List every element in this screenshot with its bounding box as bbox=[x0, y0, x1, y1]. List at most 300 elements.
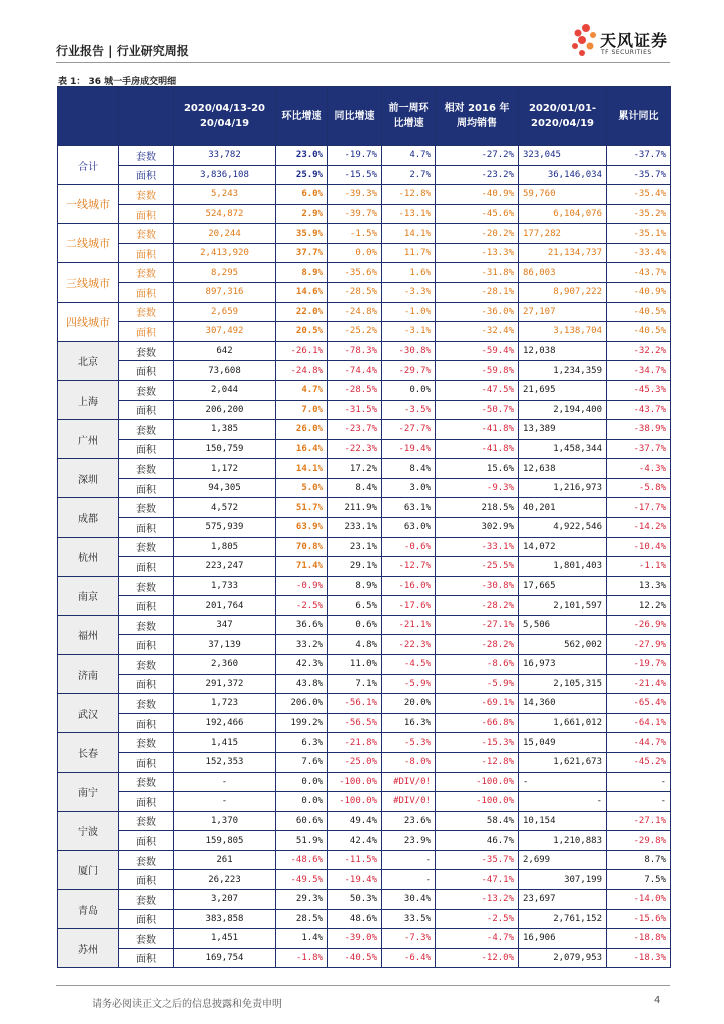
prev-wow-cell: -8.0% bbox=[382, 752, 436, 772]
ytd-value-cell: 12,038 bbox=[519, 341, 607, 361]
wow-cell: 25.9% bbox=[276, 165, 328, 185]
prev-wow-cell: -6.4% bbox=[382, 948, 436, 968]
ytd-yoy-cell: -40.9% bbox=[607, 283, 671, 303]
table-row bbox=[58, 850, 671, 870]
city-name-cell: 济南 bbox=[58, 655, 119, 694]
metric-cell: 面积 bbox=[119, 361, 174, 381]
footer-disclaimer: 请务必阅读正文之后的信息披露和免责申明 bbox=[92, 999, 282, 1010]
table-row bbox=[58, 146, 671, 166]
weekly-value-cell: 159,805 bbox=[174, 831, 276, 851]
vs-2016-cell: -50.7% bbox=[436, 400, 519, 420]
weekly-value-cell: 307,492 bbox=[174, 322, 276, 342]
table-row bbox=[58, 243, 671, 263]
table-row bbox=[58, 909, 671, 929]
ytd-value-cell: 14,072 bbox=[519, 537, 607, 557]
vs-2016-cell: 46.7% bbox=[436, 831, 519, 851]
weekly-value-cell: 206,200 bbox=[174, 400, 276, 420]
wow-cell: 22.0% bbox=[276, 302, 328, 322]
table-row bbox=[58, 576, 671, 596]
metric-cell: 面积 bbox=[119, 517, 174, 537]
ytd-value-cell: 1,234,359 bbox=[519, 361, 607, 381]
prev-wow-cell: -19.4% bbox=[382, 439, 436, 459]
table-row bbox=[58, 948, 671, 968]
wow-cell: 8.9% bbox=[276, 263, 328, 283]
yoy-cell: -15.5% bbox=[328, 165, 382, 185]
ytd-yoy-cell: -4.3% bbox=[607, 459, 671, 479]
table-row bbox=[58, 811, 671, 831]
table-row bbox=[58, 615, 671, 635]
vs-2016-cell: -9.3% bbox=[436, 478, 519, 498]
prev-wow-cell: -29.7% bbox=[382, 361, 436, 381]
vs-2016-cell: -5.9% bbox=[436, 674, 519, 694]
weekly-value-cell: 642 bbox=[174, 341, 276, 361]
vs-2016-cell: -20.2% bbox=[436, 224, 519, 244]
yoy-cell: 17.2% bbox=[328, 459, 382, 479]
weekly-value-cell: 8,295 bbox=[174, 263, 276, 283]
prev-wow-cell: -16.0% bbox=[382, 576, 436, 596]
city-name-cell: 杭州 bbox=[58, 537, 119, 576]
metric-cell: 套数 bbox=[119, 615, 174, 635]
vs-2016-cell: -25.5% bbox=[436, 557, 519, 577]
table-row bbox=[58, 694, 671, 714]
ytd-value-cell: 1,621,673 bbox=[519, 752, 607, 772]
prev-wow-cell: -3.1% bbox=[382, 322, 436, 342]
table-row bbox=[58, 674, 671, 694]
city-name-cell: 四线城市 bbox=[58, 302, 119, 341]
wow-cell: 35.9% bbox=[276, 224, 328, 244]
vs-2016-cell: -28.2% bbox=[436, 635, 519, 655]
ytd-value-cell: 13,389 bbox=[519, 420, 607, 440]
ytd-value-cell: 86,003 bbox=[519, 263, 607, 283]
yoy-cell: -11.5% bbox=[328, 850, 382, 870]
ytd-value-cell: 2,101,597 bbox=[519, 596, 607, 616]
metric-cell: 面积 bbox=[119, 948, 174, 968]
wow-cell: 51.7% bbox=[276, 498, 328, 518]
wow-cell: 43.8% bbox=[276, 674, 328, 694]
table-row bbox=[58, 929, 671, 949]
table-row bbox=[58, 537, 671, 557]
wow-cell: 0.0% bbox=[276, 792, 328, 812]
metric-cell: 面积 bbox=[119, 831, 174, 851]
prev-wow-cell: 4.7% bbox=[382, 146, 436, 166]
weekly-value-cell: 1,415 bbox=[174, 733, 276, 753]
yoy-cell: -19.4% bbox=[328, 870, 382, 890]
header-ytd: 2020/01/01- 2020/04/19 bbox=[519, 87, 607, 146]
yoy-cell: -1.5% bbox=[328, 224, 382, 244]
ytd-value-cell: - bbox=[519, 792, 607, 812]
wow-cell: 42.3% bbox=[276, 655, 328, 675]
table-row bbox=[58, 792, 671, 812]
yoy-cell: -24.8% bbox=[328, 302, 382, 322]
wow-cell: 63.9% bbox=[276, 517, 328, 537]
ytd-yoy-cell: 7.5% bbox=[607, 870, 671, 890]
ytd-yoy-cell: -18.8% bbox=[607, 929, 671, 949]
wow-cell: 14.6% bbox=[276, 283, 328, 303]
wow-cell: 6.0% bbox=[276, 185, 328, 205]
metric-cell: 面积 bbox=[119, 439, 174, 459]
weekly-value-cell: 383,858 bbox=[174, 909, 276, 929]
metric-cell: 套数 bbox=[119, 850, 174, 870]
ytd-value-cell: - bbox=[519, 772, 607, 792]
wow-cell: -48.6% bbox=[276, 850, 328, 870]
table-row bbox=[58, 870, 671, 890]
prev-wow-cell: 1.6% bbox=[382, 263, 436, 283]
prev-wow-cell: -30.8% bbox=[382, 341, 436, 361]
prev-wow-cell: 14.1% bbox=[382, 224, 436, 244]
vs-2016-cell: 218.5% bbox=[436, 498, 519, 518]
ytd-value-cell: 10,154 bbox=[519, 811, 607, 831]
weekly-value-cell: 2,360 bbox=[174, 655, 276, 675]
ytd-value-cell: 6,104,076 bbox=[519, 204, 607, 224]
metric-cell: 套数 bbox=[119, 694, 174, 714]
metric-cell: 套数 bbox=[119, 185, 174, 205]
yoy-cell: 50.3% bbox=[328, 889, 382, 909]
city-name-cell: 南宁 bbox=[58, 772, 119, 811]
yoy-cell: 8.4% bbox=[328, 478, 382, 498]
vs-2016-cell: -69.1% bbox=[436, 694, 519, 714]
table-row bbox=[58, 713, 671, 733]
wow-cell: 16.4% bbox=[276, 439, 328, 459]
weekly-value-cell: 73,608 bbox=[174, 361, 276, 381]
header-yoy: 同比增速 bbox=[328, 87, 382, 146]
yoy-cell: -56.1% bbox=[328, 694, 382, 714]
table-row bbox=[58, 400, 671, 420]
yoy-cell: 4.8% bbox=[328, 635, 382, 655]
weekly-value-cell: 261 bbox=[174, 850, 276, 870]
yoy-cell: -28.5% bbox=[328, 380, 382, 400]
table-row bbox=[58, 635, 671, 655]
city-name-cell: 武汉 bbox=[58, 694, 119, 733]
metric-cell: 套数 bbox=[119, 420, 174, 440]
ytd-yoy-cell: -45.3% bbox=[607, 380, 671, 400]
weekly-value-cell: 150,759 bbox=[174, 439, 276, 459]
ytd-yoy-cell: -40.5% bbox=[607, 322, 671, 342]
yoy-cell: -39.0% bbox=[328, 929, 382, 949]
table-row bbox=[58, 380, 671, 400]
yoy-cell: 48.6% bbox=[328, 909, 382, 929]
vs-2016-cell: -59.8% bbox=[436, 361, 519, 381]
footer-rule bbox=[56, 985, 670, 986]
metric-cell: 面积 bbox=[119, 870, 174, 890]
table-row bbox=[58, 361, 671, 381]
ytd-value-cell: 1,801,403 bbox=[519, 557, 607, 577]
weekly-value-cell: 20,244 bbox=[174, 224, 276, 244]
ytd-yoy-cell: -43.7% bbox=[607, 400, 671, 420]
vs-2016-cell: -2.5% bbox=[436, 909, 519, 929]
wow-cell: 29.3% bbox=[276, 889, 328, 909]
metric-cell: 套数 bbox=[119, 459, 174, 479]
wow-cell: 71.4% bbox=[276, 557, 328, 577]
header-week: 2020/04/13-20 20/04/19 bbox=[174, 87, 276, 146]
table-row bbox=[58, 498, 671, 518]
prev-wow-cell: 30.4% bbox=[382, 889, 436, 909]
ytd-yoy-cell: -26.9% bbox=[607, 615, 671, 635]
vs-2016-cell: -31.8% bbox=[436, 263, 519, 283]
yoy-cell: 6.5% bbox=[328, 596, 382, 616]
metric-cell: 套数 bbox=[119, 811, 174, 831]
ytd-value-cell: 23,697 bbox=[519, 889, 607, 909]
prev-wow-cell: 16.3% bbox=[382, 713, 436, 733]
vs-2016-cell: -13.3% bbox=[436, 243, 519, 263]
wow-cell: -24.8% bbox=[276, 361, 328, 381]
city-name-cell: 成都 bbox=[58, 498, 119, 537]
logo-chinese-name: 天风证券 bbox=[600, 31, 669, 50]
weekly-value-cell: 33,782 bbox=[174, 146, 276, 166]
weekly-value-cell: 3,836,108 bbox=[174, 165, 276, 185]
prev-wow-cell: - bbox=[382, 870, 436, 890]
prev-wow-cell: -1.0% bbox=[382, 302, 436, 322]
table-row bbox=[58, 752, 671, 772]
prev-wow-cell: -5.9% bbox=[382, 674, 436, 694]
metric-cell: 套数 bbox=[119, 263, 174, 283]
metric-cell: 面积 bbox=[119, 165, 174, 185]
ytd-yoy-cell: -19.7% bbox=[607, 655, 671, 675]
weekly-value-cell: 169,754 bbox=[174, 948, 276, 968]
city-name-cell: 三线城市 bbox=[58, 263, 119, 302]
metric-cell: 套数 bbox=[119, 576, 174, 596]
metric-cell: 套数 bbox=[119, 772, 174, 792]
city-name-cell: 厦门 bbox=[58, 850, 119, 889]
yoy-cell: 233.1% bbox=[328, 517, 382, 537]
table-header-row bbox=[58, 87, 671, 146]
header-section-title: 行业报告 | 行业研究周报 bbox=[56, 44, 189, 58]
table-row bbox=[58, 283, 671, 303]
ytd-value-cell: 307,199 bbox=[519, 870, 607, 890]
city-name-cell: 长春 bbox=[58, 733, 119, 772]
weekly-value-cell: 94,305 bbox=[174, 478, 276, 498]
vs-2016-cell: -15.3% bbox=[436, 733, 519, 753]
metric-cell: 套数 bbox=[119, 498, 174, 518]
wow-cell: 206.0% bbox=[276, 694, 328, 714]
metric-cell: 面积 bbox=[119, 792, 174, 812]
city-name-cell: 广州 bbox=[58, 420, 119, 459]
ytd-yoy-cell: -17.7% bbox=[607, 498, 671, 518]
wow-cell: 7.6% bbox=[276, 752, 328, 772]
metric-cell: 面积 bbox=[119, 674, 174, 694]
ytd-value-cell: 1,458,344 bbox=[519, 439, 607, 459]
weekly-value-cell: 1,172 bbox=[174, 459, 276, 479]
ytd-value-cell: 177,282 bbox=[519, 224, 607, 244]
ytd-value-cell: 8,907,222 bbox=[519, 283, 607, 303]
vs-2016-cell: -100.0% bbox=[436, 792, 519, 812]
vs-2016-cell: -8.6% bbox=[436, 655, 519, 675]
weekly-value-cell: 4,572 bbox=[174, 498, 276, 518]
yoy-cell: -100.0% bbox=[328, 772, 382, 792]
ytd-yoy-cell: -64.1% bbox=[607, 713, 671, 733]
yoy-cell: 42.4% bbox=[328, 831, 382, 851]
table-row bbox=[58, 655, 671, 675]
metric-cell: 面积 bbox=[119, 478, 174, 498]
prev-wow-cell: -12.8% bbox=[382, 185, 436, 205]
prev-wow-cell: -3.3% bbox=[382, 283, 436, 303]
yoy-cell: -19.7% bbox=[328, 146, 382, 166]
prev-wow-cell: 23.9% bbox=[382, 831, 436, 851]
prev-wow-cell: -21.1% bbox=[382, 615, 436, 635]
yoy-cell: 211.9% bbox=[328, 498, 382, 518]
header-vs-2016: 相对 2016 年周均销售 bbox=[436, 87, 519, 146]
ytd-yoy-cell: -35.7% bbox=[607, 165, 671, 185]
header-blank-metric bbox=[119, 87, 174, 146]
wow-cell: -1.8% bbox=[276, 948, 328, 968]
wow-cell: 7.0% bbox=[276, 400, 328, 420]
wow-cell: -2.5% bbox=[276, 596, 328, 616]
prev-wow-cell: 23.6% bbox=[382, 811, 436, 831]
weekly-value-cell: 192,466 bbox=[174, 713, 276, 733]
ytd-yoy-cell: -44.7% bbox=[607, 733, 671, 753]
weekly-value-cell: 37,139 bbox=[174, 635, 276, 655]
ytd-yoy-cell: -43.7% bbox=[607, 263, 671, 283]
metric-cell: 套数 bbox=[119, 146, 174, 166]
prev-wow-cell: -17.6% bbox=[382, 596, 436, 616]
flower-logo-icon bbox=[570, 22, 600, 60]
vs-2016-cell: 15.6% bbox=[436, 459, 519, 479]
vs-2016-cell: 58.4% bbox=[436, 811, 519, 831]
vs-2016-cell: -41.8% bbox=[436, 439, 519, 459]
ytd-yoy-cell: -38.9% bbox=[607, 420, 671, 440]
ytd-yoy-cell: -14.2% bbox=[607, 517, 671, 537]
yoy-cell: -39.3% bbox=[328, 185, 382, 205]
prev-wow-cell: 63.1% bbox=[382, 498, 436, 518]
city-name-cell: 福州 bbox=[58, 615, 119, 654]
metric-cell: 套数 bbox=[119, 733, 174, 753]
table-row bbox=[58, 439, 671, 459]
vs-2016-cell: -47.1% bbox=[436, 870, 519, 890]
ytd-value-cell: 21,134,737 bbox=[519, 243, 607, 263]
vs-2016-cell: 302.9% bbox=[436, 517, 519, 537]
weekly-value-cell: - bbox=[174, 792, 276, 812]
logo-english-name: TF SECURITIES bbox=[601, 49, 652, 56]
wow-cell: 14.1% bbox=[276, 459, 328, 479]
yoy-cell: -21.8% bbox=[328, 733, 382, 753]
prev-wow-cell: -4.5% bbox=[382, 655, 436, 675]
ytd-value-cell: 3,138,704 bbox=[519, 322, 607, 342]
wow-cell: 0.0% bbox=[276, 772, 328, 792]
header-ytd-yoy: 累计同比 bbox=[607, 87, 671, 146]
weekly-value-cell: 5,243 bbox=[174, 185, 276, 205]
ytd-yoy-cell: -37.7% bbox=[607, 439, 671, 459]
wow-cell: 51.9% bbox=[276, 831, 328, 851]
vs-2016-cell: -12.0% bbox=[436, 948, 519, 968]
ytd-value-cell: 27,107 bbox=[519, 302, 607, 322]
header-wow: 环比增速 bbox=[276, 87, 328, 146]
ytd-yoy-cell: -27.1% bbox=[607, 811, 671, 831]
table-caption: 表 1： 36 城一手房成交明细 bbox=[58, 77, 177, 87]
vs-2016-cell: -45.6% bbox=[436, 204, 519, 224]
weekly-value-cell: 1,451 bbox=[174, 929, 276, 949]
ytd-value-cell: 2,699 bbox=[519, 850, 607, 870]
wow-cell: 199.2% bbox=[276, 713, 328, 733]
wow-cell: 1.4% bbox=[276, 929, 328, 949]
ytd-value-cell: 2,079,953 bbox=[519, 948, 607, 968]
wow-cell: 28.5% bbox=[276, 909, 328, 929]
vs-2016-cell: -41.8% bbox=[436, 420, 519, 440]
metric-cell: 面积 bbox=[119, 557, 174, 577]
table-row bbox=[58, 831, 671, 851]
yoy-cell: -25.2% bbox=[328, 322, 382, 342]
vs-2016-cell: -36.0% bbox=[436, 302, 519, 322]
weekly-value-cell: 3,207 bbox=[174, 889, 276, 909]
weekly-value-cell: 201,764 bbox=[174, 596, 276, 616]
prev-wow-cell: -12.7% bbox=[382, 557, 436, 577]
ytd-yoy-cell: -14.0% bbox=[607, 889, 671, 909]
table-row bbox=[58, 557, 671, 577]
metric-cell: 面积 bbox=[119, 204, 174, 224]
ytd-value-cell: 36,146,034 bbox=[519, 165, 607, 185]
ytd-yoy-cell: -18.3% bbox=[607, 948, 671, 968]
ytd-value-cell: 21,695 bbox=[519, 380, 607, 400]
metric-cell: 套数 bbox=[119, 929, 174, 949]
city-name-cell: 二线城市 bbox=[58, 224, 119, 263]
wow-cell: 37.7% bbox=[276, 243, 328, 263]
weekly-value-cell: - bbox=[174, 772, 276, 792]
prev-wow-cell: -27.7% bbox=[382, 420, 436, 440]
metric-cell: 面积 bbox=[119, 283, 174, 303]
wow-cell: 36.6% bbox=[276, 615, 328, 635]
city-name-cell: 北京 bbox=[58, 341, 119, 380]
vs-2016-cell: -27.2% bbox=[436, 146, 519, 166]
weekly-value-cell: 2,659 bbox=[174, 302, 276, 322]
vs-2016-cell: -59.4% bbox=[436, 341, 519, 361]
wow-cell: 60.6% bbox=[276, 811, 328, 831]
weekly-value-cell: 223,247 bbox=[174, 557, 276, 577]
city-name-cell: 宁波 bbox=[58, 811, 119, 850]
weekly-value-cell: 1,385 bbox=[174, 420, 276, 440]
yoy-cell: 7.1% bbox=[328, 674, 382, 694]
ytd-yoy-cell: -21.4% bbox=[607, 674, 671, 694]
table-row bbox=[58, 341, 671, 361]
table-row bbox=[58, 596, 671, 616]
weekly-value-cell: 152,353 bbox=[174, 752, 276, 772]
metric-cell: 面积 bbox=[119, 635, 174, 655]
prev-wow-cell: -5.3% bbox=[382, 733, 436, 753]
header-rule bbox=[56, 62, 670, 63]
city-name-cell: 苏州 bbox=[58, 929, 119, 968]
ytd-yoy-cell: -1.1% bbox=[607, 557, 671, 577]
city-name-cell: 合计 bbox=[58, 146, 119, 185]
header-prev-wow: 前一周环比增速 bbox=[382, 87, 436, 146]
yoy-cell: -40.5% bbox=[328, 948, 382, 968]
ytd-value-cell: 59,760 bbox=[519, 185, 607, 205]
yoy-cell: -25.0% bbox=[328, 752, 382, 772]
wow-cell: -26.1% bbox=[276, 341, 328, 361]
wow-cell: 33.2% bbox=[276, 635, 328, 655]
prev-wow-cell: 3.0% bbox=[382, 478, 436, 498]
transaction-table bbox=[57, 86, 671, 968]
yoy-cell: 0.6% bbox=[328, 615, 382, 635]
vs-2016-cell: -33.1% bbox=[436, 537, 519, 557]
vs-2016-cell: -28.2% bbox=[436, 596, 519, 616]
vs-2016-cell: -23.2% bbox=[436, 165, 519, 185]
wow-cell: -49.5% bbox=[276, 870, 328, 890]
ytd-yoy-cell: 13.3% bbox=[607, 576, 671, 596]
table-row bbox=[58, 478, 671, 498]
yoy-cell: 49.4% bbox=[328, 811, 382, 831]
table-row bbox=[58, 302, 671, 322]
metric-cell: 套数 bbox=[119, 537, 174, 557]
header-blank-city bbox=[58, 87, 119, 146]
ytd-yoy-cell: -40.5% bbox=[607, 302, 671, 322]
metric-cell: 套数 bbox=[119, 889, 174, 909]
prev-wow-cell: -7.3% bbox=[382, 929, 436, 949]
weekly-value-cell: 1,733 bbox=[174, 576, 276, 596]
ytd-value-cell: 12,638 bbox=[519, 459, 607, 479]
ytd-value-cell: 2,105,315 bbox=[519, 674, 607, 694]
city-name-cell: 青岛 bbox=[58, 889, 119, 928]
ytd-yoy-cell: 12.2% bbox=[607, 596, 671, 616]
ytd-value-cell: 4,922,546 bbox=[519, 517, 607, 537]
yoy-cell: 8.9% bbox=[328, 576, 382, 596]
ytd-yoy-cell: -35.2% bbox=[607, 204, 671, 224]
